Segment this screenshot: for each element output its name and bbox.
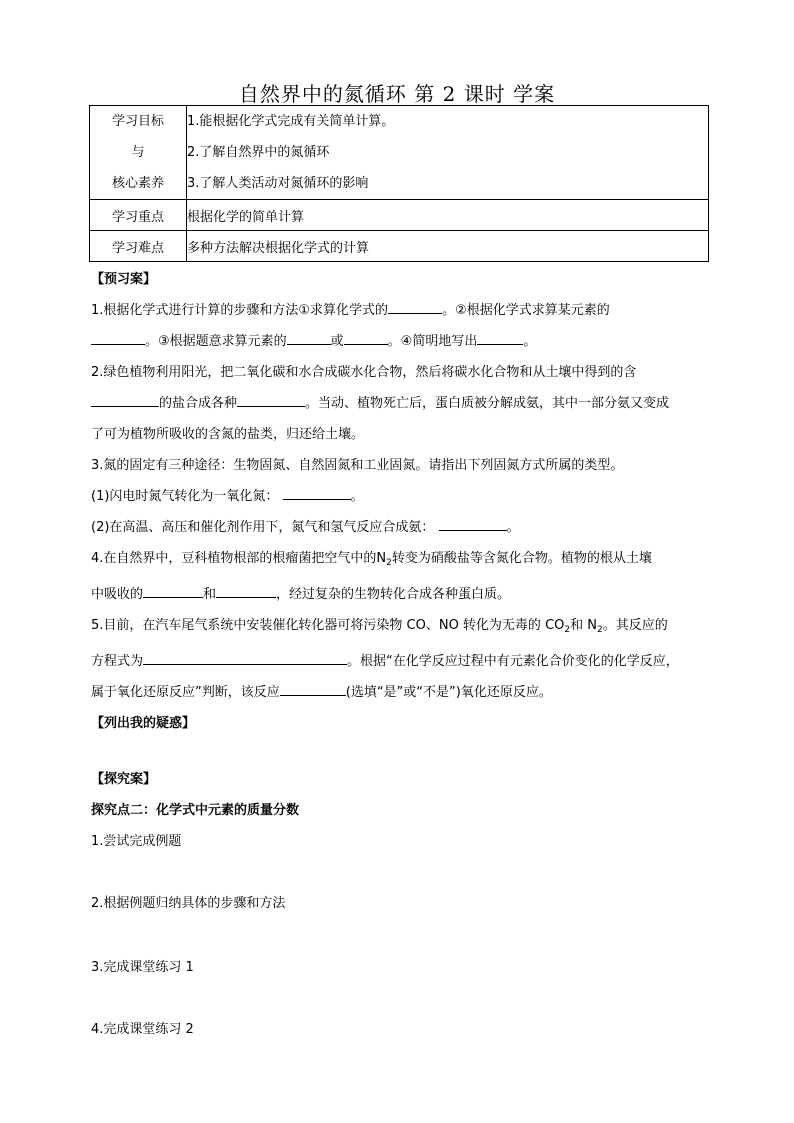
key-point-value: 根据化学的简单计算 [187,200,709,231]
question-1: 1.根据化学式进行计算的步骤和方法①求算化学式的 。②根据化学式求算某元素的 [91,303,610,318]
question-5-end: 属于氧化还原反应”判断，该反应 (选填“是”或“不是”)氧化还原反应。 [91,685,552,700]
answer-blank[interactable] [344,332,388,345]
explore-heading [91,764,714,795]
answer-blank[interactable] [287,332,331,345]
question-2-cont: 的盐合成各种 。当动、植物死亡后，蛋白质被分解成氨，其中一部分氨又变成 [91,388,714,419]
question-4: 4.在自然界中，豆科植物根部的根瘤菌把空气中的$N_2$转变为硝酸盐等含氮化合物。植物的根从土壤 [91,551,652,568]
answer-blank[interactable] [216,585,276,598]
objectives-table [89,105,709,262]
answer-blank[interactable] [388,301,442,314]
question-3-sub-2: (2)在高温、高压和催化剂作用下，氮气和氢气反应合成氨： 。 [91,520,520,535]
key-point-label: 学习重点 [90,200,187,231]
objective-item: 2.了解自然界中的氮循环 [187,145,330,160]
explore-item: 4.完成课堂练习 2 [91,1022,194,1037]
answer-blank[interactable] [143,652,347,665]
explore-point-text: 探究点二：化学式中元素的质量分数 [91,803,300,818]
answer-blank[interactable] [280,683,346,696]
objectives-label-line: 核心素养 [111,176,164,191]
objectives-label-line: 与 [131,145,145,160]
answer-blank[interactable] [91,332,145,345]
objective-item: 3.了解人类活动对氮循环的影响 [187,176,369,191]
explore-item: 2.根据例题归纳具体的步骤和方法 [91,896,286,911]
question-4-cont: 中吸收的 和 ，经过复杂的生物转化合成各种蛋白质。 [91,587,511,602]
answer-blank[interactable] [237,394,305,407]
preview-heading: 【预习案】 [91,272,157,287]
difficulty-label: 学习难点 [90,231,187,262]
explore-heading-text: 【探究案】 [91,772,157,787]
question-3: 3.氮的固定有三种途径：生物固氮、自然固氮和工业固氮。请指出下列固氮方式所属的类型。 [91,458,624,473]
objectives-label-line: 学习目标 [111,114,164,129]
explore-item: 3.完成课堂练习 1 [91,960,194,975]
question-2-end: 了可为植物所吸收的含氮的盐类，归还给土壤。 [91,427,365,442]
difficulty-value: 多种方法解决根据化学式的计算 [187,231,709,262]
explore-item: 1.尝试完成例题 [91,834,182,849]
question-5: 5.目前，在汽车尾气系统中安装催化转化器可将污染物 CO、NO 转化为无毒的 $CO_2$和 $N_2$。其反应的 [91,618,668,635]
answer-blank[interactable] [91,394,159,407]
objective-item: 1.能根据化学式完成有关简单计算。 [187,114,395,129]
answer-blank[interactable] [439,518,507,531]
objectives-list [187,106,709,200]
question-1-cont: 。③根据题意求算元素的 或 。④简明地写出 。 [91,326,714,357]
question-3-sub-1: (1)闪电时氮气转化为一氧化氮： 。 [91,489,364,504]
doubts-heading: 【列出我的疑惑】 [91,716,196,731]
answer-blank[interactable] [143,585,203,598]
page-title: 自然界中的氮循环 第 2 课时 学案 [238,82,556,106]
answer-blank[interactable] [283,487,351,500]
question-2: 2.绿色植物利用阳光，把二氧化碳和水合成碳水化合物，然后将碳水化合物和从土壤中得到的含 [91,365,637,380]
objectives-label [90,106,187,200]
preview-section [91,264,714,739]
question-5-cont: 方程式为 。根据“在化学反应过程中有元素化合价变化的化学反应， [91,654,679,669]
answer-blank[interactable] [477,332,523,345]
explore-point [91,795,714,826]
